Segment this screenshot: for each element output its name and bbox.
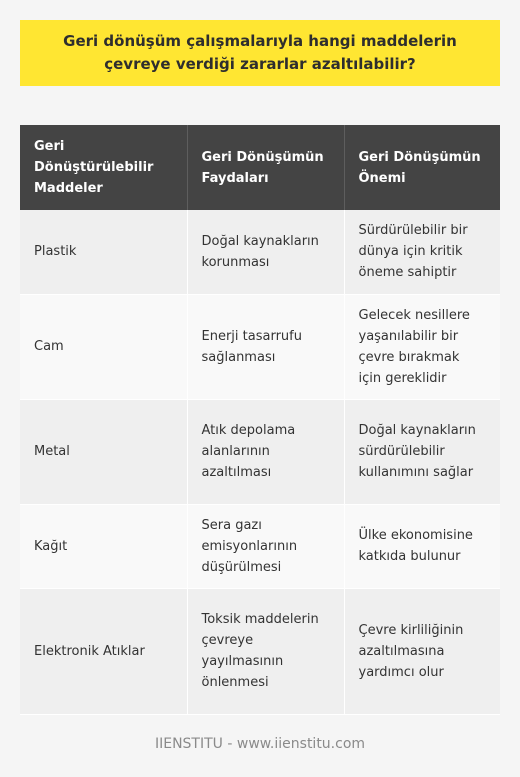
benefit-cell: Atık depolama alanlarının azaltılması	[187, 399, 344, 504]
importance-cell: Sürdürülebilir bir dünya için kritik öneme sahiptir	[344, 210, 500, 294]
column-header-importance: Geri Dönüşümün Önemi	[344, 125, 500, 210]
benefit-cell: Toksik maddelerin çevreye yayılmasının önlenmesi	[187, 588, 344, 714]
material-cell: Cam	[20, 294, 187, 399]
material-cell: Kağıt	[20, 504, 187, 588]
table-header-row	[20, 125, 500, 210]
page-title: Geri dönüşüm çalışmalarıyla hangi maddelerin çevreye verdiği zararlar azaltılabilir?	[63, 32, 457, 73]
table-row	[20, 504, 500, 588]
importance-cell: Doğal kaynakların sürdürülebilir kullanımını sağlar	[344, 399, 500, 504]
table-row	[20, 210, 500, 294]
column-header-benefits: Geri Dönüşümün Faydaları	[187, 125, 344, 210]
importance-cell: Ülke ekonomisine katkıda bulunur	[344, 504, 500, 588]
importance-cell: Gelecek nesillere yaşanılabilir bir çevre bırakmak için gereklidir	[344, 294, 500, 399]
benefit-cell: Sera gazı emisyonlarının düşürülmesi	[187, 504, 344, 588]
title-banner	[20, 20, 500, 86]
table-row	[20, 588, 500, 714]
footer-credit: IIENSTITU - www.iienstitu.com	[154, 736, 366, 752]
importance-cell: Çevre kirliliğinin azaltılmasına yardımcı olur	[344, 588, 500, 714]
table-row	[20, 399, 500, 504]
benefit-cell: Doğal kaynakların korunması	[187, 210, 344, 294]
recycling-table	[20, 125, 500, 715]
material-cell: Metal	[20, 399, 187, 504]
benefit-cell: Enerji tasarrufu sağlanması	[187, 294, 344, 399]
material-cell: Plastik	[20, 210, 187, 294]
table-row	[20, 294, 500, 399]
material-cell: Elektronik Atıklar	[20, 588, 187, 714]
column-header-materials: Geri Dönüştürülebilir Maddeler	[20, 125, 187, 210]
